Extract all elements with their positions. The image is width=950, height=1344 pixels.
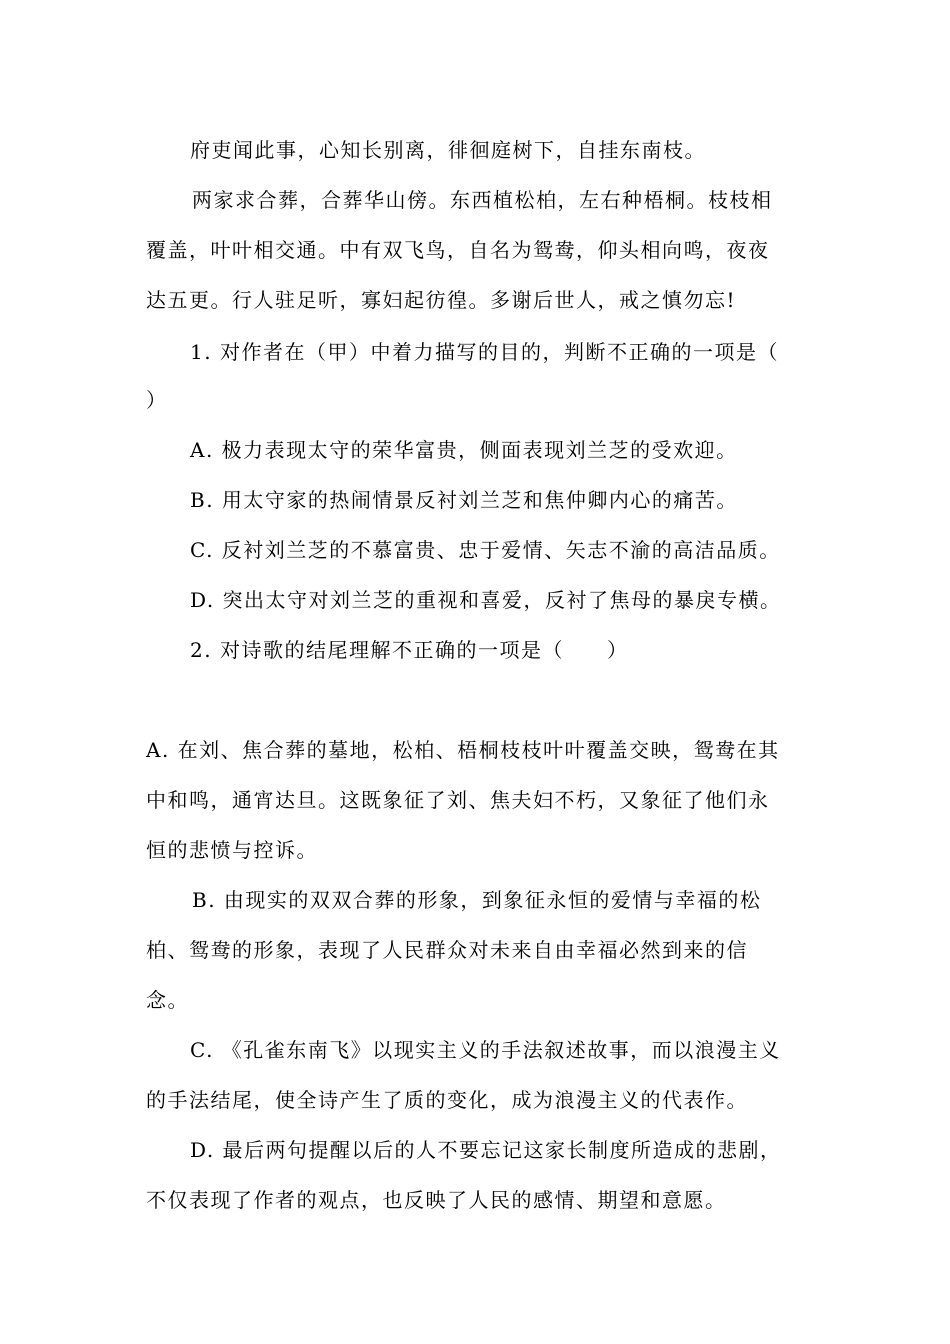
question-1-option-d: D. 突出太守对刘兰芝的重视和喜爱，反衬了焦母的暴戾专横。 [190, 588, 782, 612]
question-2-option-b-line-1: B. 由现实的双双合葬的形象，到象征永恒的爱情与幸福的松 [192, 888, 762, 912]
question-1-line-2: ） [146, 388, 168, 412]
question-1-option-a: A. 极力表现太守的荣华富贵，侧面表现刘兰芝的受欢迎。 [190, 438, 738, 462]
question-2-stem: 2. 对诗歌的结尾理解不正确的一项是（ ） [190, 638, 629, 662]
question-1-option-b: B. 用太守家的热闹情景反衬刘兰芝和焦仲卿内心的痛苦。 [190, 488, 738, 512]
question-2-option-c-line-1: C. 《孔雀东南飞》以现实主义的手法叙述故事，而以浪漫主义 [190, 1038, 781, 1062]
question-2-option-a-line-3: 恒的悲愤与控诉。 [146, 838, 318, 862]
question-2-option-c-line-2: 的手法结尾，使全诗产生了质的变化，成为浪漫主义的代表作。 [146, 1088, 748, 1112]
question-2-option-a-line-1: A. 在刘、焦合葬的墓地，松柏、梧桐枝枝叶叶覆盖交映，鸳鸯在其 [146, 738, 780, 762]
poem-line-2: 两家求合葬，合葬华山傍。东西植松柏，左右种梧桐。枝枝相 [192, 188, 773, 212]
question-2-option-d-line-2: 不仅表现了作者的观点，也反映了人民的感情、期望和意愿。 [146, 1188, 727, 1212]
question-1-option-c: C. 反衬刘兰芝的不慕富贵、忠于爱情、矢志不渝的高洁品质。 [190, 538, 781, 562]
question-1-line-1: 1. 对作者在（甲）中着力描写的目的，判断不正确的一项是（ [190, 340, 779, 364]
question-2-option-a-line-2: 中和鸣，通宵达旦。这既象征了刘、焦夫妇不朽，又象征了他们永 [146, 788, 770, 812]
poem-line-4: 达五更。行人驻足听，寡妇起彷徨。多谢后世人，戒之慎勿忘! [146, 288, 737, 312]
question-2-option-b-line-3: 念。 [146, 988, 189, 1012]
poem-line-1: 府吏闻此事，心知长别离，徘徊庭树下，自挂东南枝。 [190, 138, 706, 162]
poem-line-3: 覆盖，叶叶相交通。中有双飞鸟，自名为鸳鸯，仰头相向鸣，夜夜 [146, 238, 770, 262]
question-2-option-d-line-1: D. 最后两句提醒以后的人不要忘记这家长制度所造成的悲剧， [190, 1138, 782, 1162]
question-2-option-b-line-2: 柏、鸳鸯的形象，表现了人民群众对未来自由幸福必然到来的信 [146, 938, 748, 962]
